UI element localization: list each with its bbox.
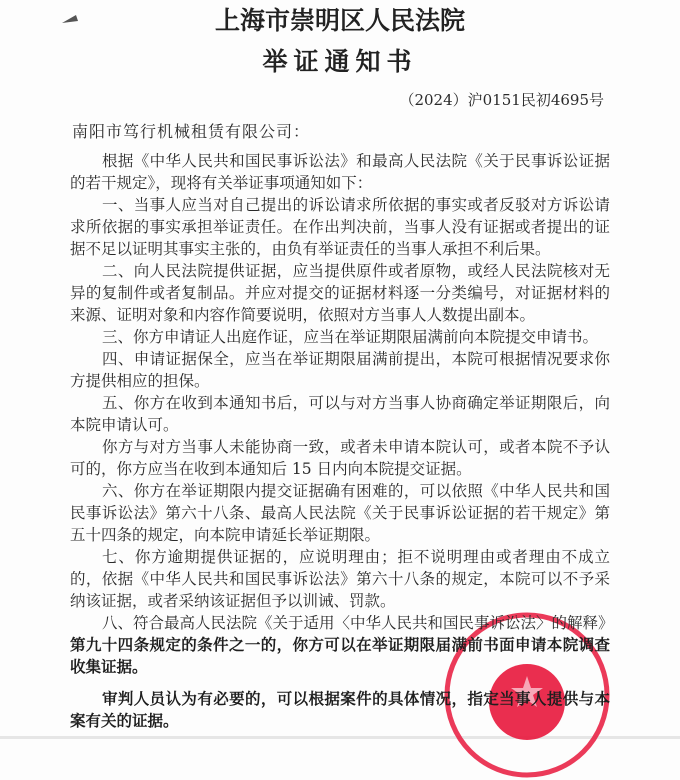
court-name: 上海市崇明区人民法院 xyxy=(214,6,465,35)
body-line: 求所依据的事实承担举证责任。在作出判决前，当事人没有证据或者提出的证 xyxy=(70,218,610,236)
paragraph-gap xyxy=(70,678,610,688)
case-number: （2024）沪0151民初4695号 xyxy=(399,91,604,109)
body-line: 的，依据《中华人民共和国民事诉讼法》第六十八条的规定，本院可以不予采 xyxy=(70,570,610,588)
body-line: 收集证据。 xyxy=(70,657,148,676)
body-line: 一、当事人应当对自己提出的诉讼请求所依据的事实或者反驳对方诉讼请 xyxy=(102,196,610,214)
body-line: 民事诉讼法》第六十八条、最高人民法院《关于民事诉讼证据的若干规定》第 xyxy=(70,504,610,522)
addressee: 南阳市笃行机械租赁有限公司： xyxy=(72,122,311,141)
body-line: 审判人员认为有必要的，可以根据案件的具体情况，指定当事人提供与本 xyxy=(102,689,610,708)
body-line: 第九十四条规定的条件之一的，你方可以在举证期限届满前书面申请本院调查 xyxy=(70,635,610,654)
body-line: 三、你方申请证人出庭作证，应当在举证期限届满前向本院提交申请书。 xyxy=(102,328,599,346)
body-line: 五、你方在收到本通知书后，可以与对方当事人协商确定举证期限后，向 xyxy=(102,394,610,412)
body-line: 五十四条的规定，向本院申请延长举证期限。 xyxy=(70,526,381,544)
body-line: 来源、证明对象和内容作简要说明，依照对方当事人人数提出副本。 xyxy=(70,306,536,324)
body-line: 异的复制件或者复制品。并应对提交的证据材料逐一分类编号，对证据材料的 xyxy=(70,284,610,302)
body-line: 本院申请认可。 xyxy=(70,416,179,434)
body-line: 二、向人民法院提供证据，应当提供原件或者原物，或经人民法院核对无 xyxy=(102,262,610,280)
body-line: 可的，你方应当在收到本通知后 15 日内向本院提交证据。 xyxy=(70,460,472,478)
notice-body xyxy=(70,150,614,732)
body-line: 四、申请证据保全，应当在举证期限届满前提出，本院可根据情况要求你 xyxy=(102,350,610,368)
body-line: 据不足以证明其事实主张的，由负有举证责任的当事人承担不利后果。 xyxy=(70,240,551,258)
body-line: 根据《中华人民共和国民事诉讼法》和最高人民法院《关于民事诉讼证据 xyxy=(102,152,610,170)
body-line: 八、符合最高人民法院《关于适用〈中华人民共和国民事诉讼法〉的解释》 xyxy=(102,614,614,632)
body-line: 你方与对方当事人未能协商一致，或者未申请本院认可，或者本院不予认 xyxy=(102,438,610,456)
body-line: 案有关的证据。 xyxy=(70,711,179,730)
body-line: 七、你方逾期提供证据的，应说明理由；拒不说明理由或者理由不成立 xyxy=(102,548,610,566)
body-line: 六、你方在举证期限内提交证据确有困难的，可以依照《中华人民共和国 xyxy=(102,482,610,500)
document-title: 举证通知书 xyxy=(262,47,418,76)
body-line: 方提供相应的担保。 xyxy=(70,372,210,390)
body-line: 的若干规定》，现将有关举证事项通知如下： xyxy=(70,174,373,192)
body-line: 纳该证据，或者采纳该证据但予以训诫、罚款。 xyxy=(70,592,396,610)
